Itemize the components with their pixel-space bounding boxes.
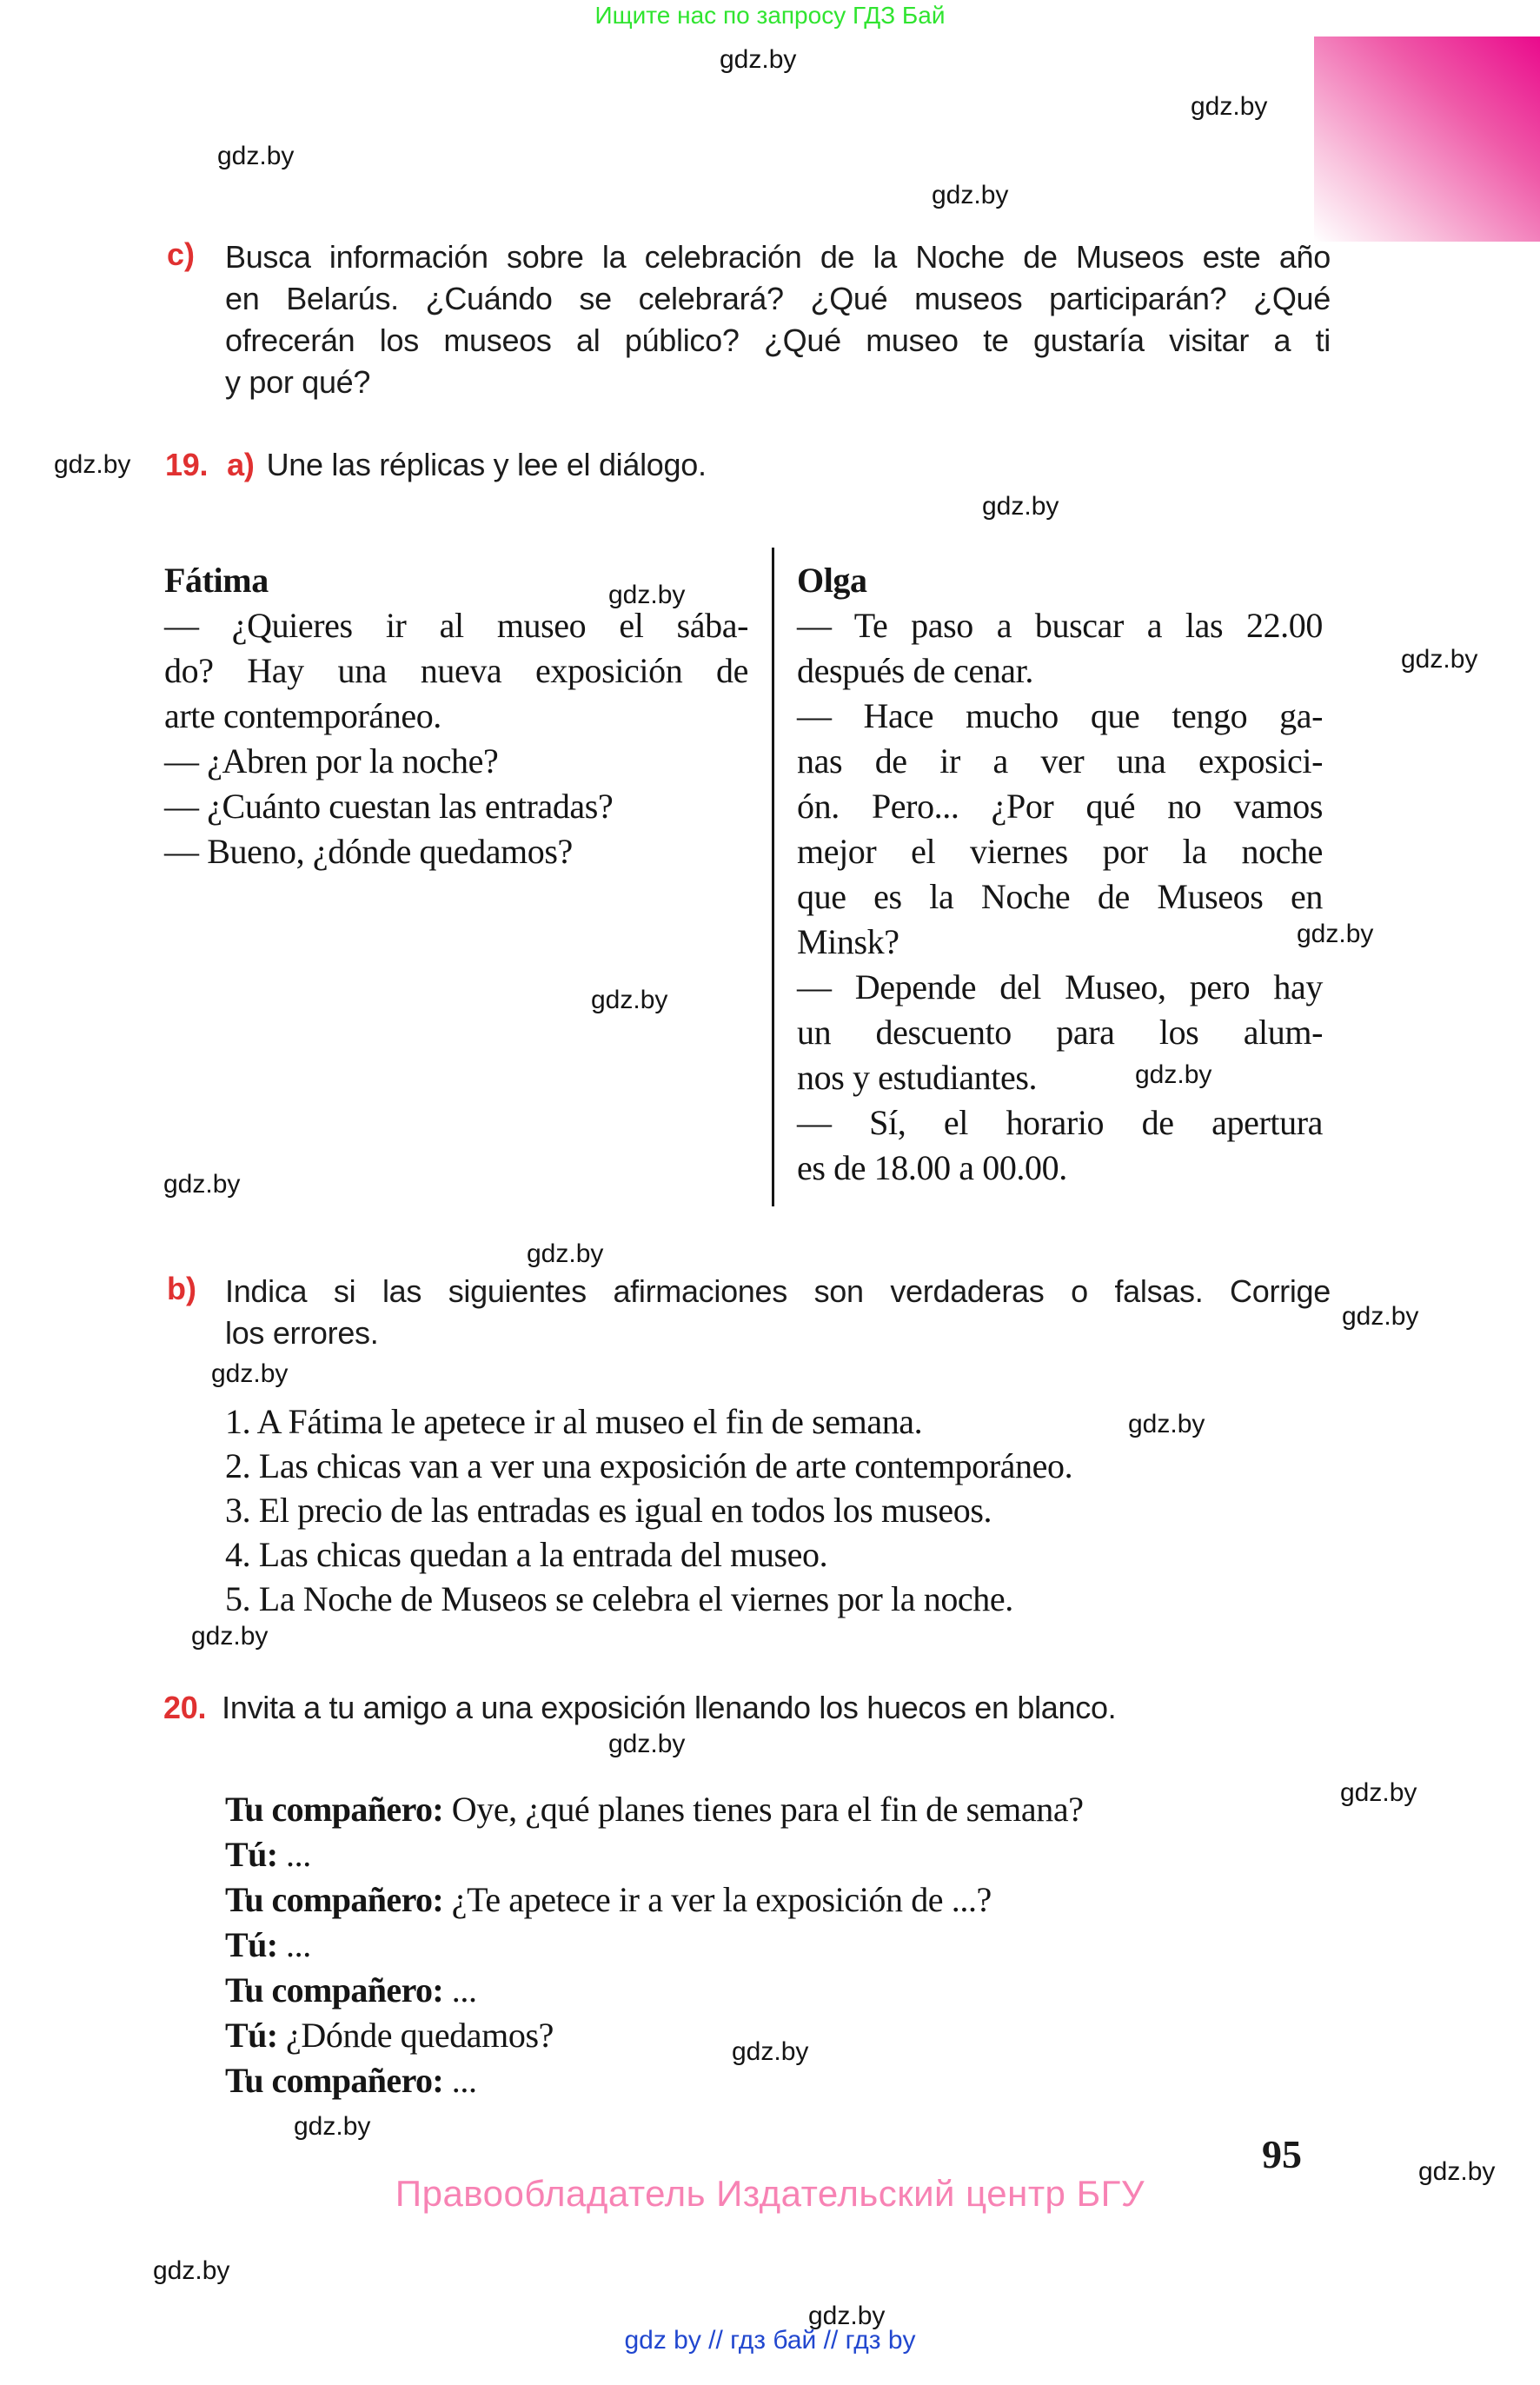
pink-gradient-decoration	[1314, 37, 1540, 242]
text-line: do? Hay una nueva exposición de	[164, 651, 748, 690]
speaker-label: Tu compañero:	[225, 2061, 444, 2100]
gdz-watermark: gdz.by	[1340, 1778, 1417, 1807]
exercise-20-instruction: Invita a tu amigo a una exposición llenando los huecos en blanco.	[222, 1690, 1117, 1725]
text-line: nos y estudiantes.	[797, 1058, 1038, 1097]
fatima-lines	[164, 603, 748, 874]
gap-fill-dialogue	[225, 1787, 1390, 2103]
gdz-watermark: gdz.by	[608, 581, 686, 609]
text-line: — ¿Quieres ir al museo el sába-	[164, 606, 748, 645]
exercise-19-header	[165, 447, 707, 483]
bottom-links-line: gdz by // гдз бай // гдз by	[624, 2326, 916, 2355]
text-line: y por qué?	[225, 364, 371, 400]
statement-item: 2. Las chicas van a ver una exposición de arte contemporáneo.	[225, 1446, 1073, 1485]
speaker-label: Tu compañero:	[225, 1790, 444, 1829]
text-line: — Te paso a buscar a las 22.00	[797, 606, 1323, 645]
gdz-watermark: gdz.by	[217, 142, 295, 170]
gap-fill-line: Tu compañero: ...	[225, 1970, 477, 2010]
gap-fill-line: Tú: ...	[225, 1835, 311, 1874]
gdz-watermark: gdz.by	[608, 1730, 686, 1758]
text-line: — Sí, el horario de apertura	[797, 1103, 1323, 1142]
gdz-watermark: gdz.by	[1135, 1060, 1212, 1089]
speaker-label: Tú:	[225, 2016, 278, 2055]
gdz-watermark: gdz.by	[732, 2037, 809, 2066]
gdz-watermark: gdz.by	[982, 492, 1059, 521]
promo-banner: Ищите нас по запросу ГДЗ Бай	[594, 2, 946, 29]
exercise-b-text	[225, 1271, 1331, 1354]
gap-fill-line: Tu compañero: ...	[225, 2061, 477, 2100]
dialogue-column-fatima	[164, 558, 748, 874]
exercise-19-instruction: Une las réplicas y lee el diálogo.	[266, 447, 707, 482]
text-line: — Depende del Museo, pero hay	[797, 967, 1323, 1006]
text-line: arte contemporáneo.	[164, 696, 441, 735]
gdz-watermark: gdz.by	[1297, 920, 1374, 948]
gdz-watermark: gdz.by	[1128, 1410, 1205, 1438]
exercise-c-label: c)	[167, 236, 196, 272]
speaker-label: Tú:	[225, 1835, 278, 1874]
exercise-b	[167, 1271, 1336, 1354]
text-line: en Belarús. ¿Cuándo se celebrará? ¿Qué museos participarán? ¿Qué	[225, 281, 1331, 316]
gdz-watermark: gdz.by	[211, 1359, 289, 1388]
gdz-watermark: gdz.by	[1401, 645, 1478, 674]
speaker-label: Tu compañero:	[225, 1970, 444, 2010]
text-line: — ¿Cuánto cuestan las entradas?	[164, 787, 614, 826]
exercise-19-number: 19.	[165, 447, 209, 482]
text-line: ón. Pero... ¿Por qué no vamos	[797, 787, 1323, 826]
text-line: un descuento para los alum-	[797, 1013, 1323, 1052]
gap-fill-line: Tú: ...	[225, 1925, 311, 1964]
statement-item: 1. A Fátima le apetece ir al museo el fin de semana.	[225, 1402, 923, 1441]
exercise-c	[167, 236, 1331, 403]
speaker-name-fatima: Fátima	[164, 561, 269, 600]
text-line: Busca información sobre la celebración de la Noche de Museos este año	[225, 239, 1331, 275]
text-line: Minsk?	[797, 922, 899, 961]
text-line: mejor el viernes por la noche	[797, 832, 1323, 871]
gdz-watermark: gdz.by	[191, 1622, 269, 1651]
gdz-watermark: gdz.by	[1418, 2157, 1496, 2186]
gap-fill-line: Tu compañero: Oye, ¿qué planes tienes para el fin de semana?	[225, 1790, 1084, 1829]
statement-item: 5. La Noche de Museos se celebra el viernes por la noche.	[225, 1579, 1013, 1618]
copyright-line: Правообладатель Издательский центр БГУ	[395, 2173, 1145, 2214]
text-line: Indica si las siguientes afirmaciones son verdaderas o falsas. Corrige	[225, 1273, 1331, 1309]
column-divider	[772, 548, 774, 1206]
gdz-watermark: gdz.by	[1191, 92, 1268, 121]
gdz-watermark: gdz.by	[153, 2256, 230, 2285]
text-line: ofrecerán los museos al público? ¿Qué museo te gustaría visitar a ti	[225, 322, 1331, 358]
text-line: — ¿Abren por la noche?	[164, 741, 499, 781]
speaker-name-olga: Olga	[797, 561, 867, 600]
gdz-watermark: gdz.by	[808, 2302, 886, 2330]
exercise-20-number: 20.	[163, 1690, 207, 1725]
exercise-c-text	[225, 236, 1331, 403]
statement-item: 3. El precio de las entradas es igual en todos los museos.	[225, 1491, 992, 1530]
speaker-label: Tú:	[225, 1925, 278, 1964]
text-line: los errores.	[225, 1315, 379, 1351]
gdz-watermark: gdz.by	[932, 181, 1009, 209]
exercise-20-header	[163, 1690, 1116, 1726]
gdz-watermark: gdz.by	[591, 986, 668, 1014]
gap-fill-line: Tu compañero: ¿Te apetece ir a ver la exposición de ...?	[225, 1880, 992, 1919]
text-line: que es la Noche de Museos en	[797, 877, 1323, 916]
statements-list	[225, 1399, 1390, 1621]
dialogue-column-olga	[797, 558, 1323, 1191]
text-line: — Bueno, ¿dónde quedamos?	[164, 832, 573, 871]
exercise-19-part-label: a)	[227, 447, 255, 482]
page-number: 95	[1262, 2132, 1302, 2176]
text-line: — Hace mucho que tengo ga-	[797, 696, 1323, 735]
statement-item: 4. Las chicas quedan a la entrada del museo.	[225, 1535, 828, 1574]
gdz-watermark: gdz.by	[294, 2112, 371, 2141]
text-line: después de cenar.	[797, 651, 1033, 690]
exercise-b-label: b)	[167, 1271, 196, 1306]
text-line: nas de ir a ver una exposici-	[797, 741, 1323, 781]
gap-fill-line: Tú: ¿Dónde quedamos?	[225, 2016, 554, 2055]
gdz-watermark: gdz.by	[720, 45, 797, 74]
dialogue-table	[164, 558, 1381, 1219]
gdz-watermark: gdz.by	[163, 1170, 241, 1199]
speaker-label: Tu compañero:	[225, 1880, 444, 1919]
gdz-watermark: gdz.by	[54, 450, 131, 479]
gdz-watermark: gdz.by	[527, 1239, 604, 1268]
olga-lines	[797, 603, 1323, 1191]
gdz-watermark: gdz.by	[1342, 1302, 1419, 1331]
text-line: es de 18.00 a 00.00.	[797, 1148, 1067, 1187]
